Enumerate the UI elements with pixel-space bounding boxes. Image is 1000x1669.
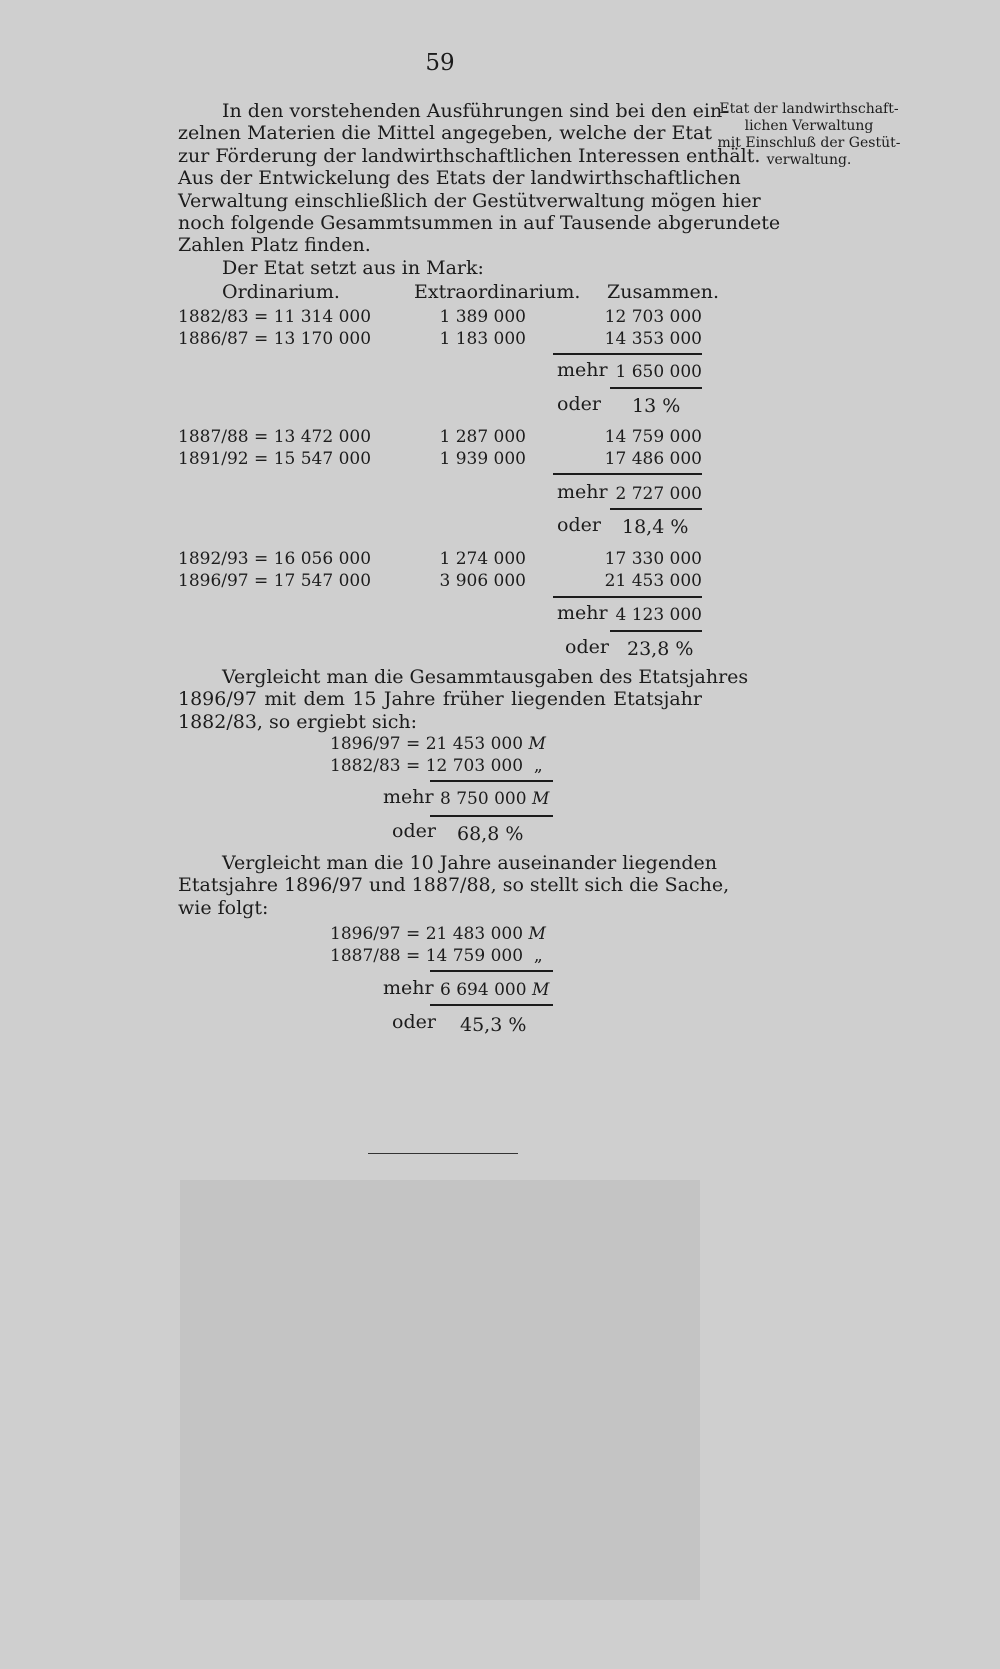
total-cell: 21 453 000 [604, 571, 702, 591]
mehr-label: mehr [383, 977, 434, 999]
oder-label: oder [557, 514, 601, 536]
margin-note-line: mit Einschluß der Gestüt- [717, 135, 901, 151]
comparison1-line: Vergleicht man die Gesammtausgaben des Etatsjahres [222, 666, 749, 688]
comparison2-line: wie folgt: [178, 896, 269, 919]
ordinarium-cell: 13 472 000 [273, 427, 372, 447]
oder-label: oder [392, 1011, 436, 1033]
year-cell: 1896/97 [330, 734, 401, 754]
comparison1-line: 1896/97 mit dem 15 Jahre früher liegenden Etatsjahr [178, 688, 702, 711]
sum-rule [553, 596, 702, 598]
margin-note-line: Etat der landwirthschaft- [719, 101, 899, 117]
header-extraordinarium: Extraordinarium. [414, 281, 581, 303]
oder-label: oder [565, 636, 609, 658]
oder-value: 45,3 % [460, 1014, 527, 1036]
comparison1-mehr [440, 789, 549, 809]
sum-rule [430, 970, 553, 972]
table-row: 1882/83 = 11 314 000 1 389 000 12 703 000 [178, 307, 702, 327]
value-cell: 14 759 000 [425, 946, 524, 966]
extra-cell: 3 906 000 [439, 571, 526, 591]
year-cell: 1887/88 [178, 427, 249, 447]
oder-value: 13 % [632, 395, 681, 417]
unit-cell: M [528, 924, 546, 944]
sum-rule [553, 473, 702, 475]
sum-rule [610, 630, 702, 632]
total-cell: 17 486 000 [604, 449, 702, 469]
bleed-through [180, 1180, 700, 1600]
table-row: 1892/93 = 16 056 000 1 274 000 17 330 000 [178, 549, 702, 569]
header-zusammen: Zusammen. [607, 281, 720, 303]
comparison1-line: 1882/83, so ergiebt sich: [178, 710, 417, 733]
comparison1-paragraph [178, 666, 749, 733]
etat-line: Der Etat setzt aus in Mark: [222, 256, 484, 279]
sum-rule [553, 353, 702, 355]
oder-label: oder [392, 820, 436, 842]
mehr-value: 8 750 000 [440, 789, 527, 809]
year-cell: 1896/97 [330, 924, 401, 944]
extra-cell: 1 389 000 [439, 307, 526, 327]
closing-rule [368, 1153, 518, 1154]
mehr-label: mehr [557, 481, 608, 503]
sum-rule [430, 815, 553, 817]
year-cell: 1891/92 [178, 449, 249, 469]
sum-rule [430, 1004, 553, 1006]
ordinarium-cell: 13 170 000 [273, 329, 372, 349]
unit-cell: M [531, 980, 550, 1000]
ordinarium-cell: 16 056 000 [273, 549, 372, 569]
total-cell: 14 353 000 [604, 329, 702, 349]
extra-cell: 1 274 000 [439, 549, 526, 569]
margin-note-line: verwaltung. [766, 152, 852, 168]
total-cell: 12 703 000 [604, 307, 702, 327]
comparison2-line: Etatsjahre 1896/97 und 1887/88, so stellt sich die Sache, [178, 874, 730, 897]
oder-label: oder [557, 393, 601, 415]
unit-cell: M [528, 734, 546, 754]
unit-cell: M [531, 789, 550, 809]
ordinarium-cell: 15 547 000 [273, 449, 372, 469]
table-row: 1891/92 = 15 547 000 1 939 000 17 486 000 [178, 449, 702, 469]
table-row: 1886/87 = 13 170 000 1 183 000 14 353 000 [178, 329, 702, 349]
table-row: 1896/97 = 17 547 000 3 906 000 21 453 000 [178, 571, 702, 591]
oder-value: 23,8 % [627, 638, 694, 660]
unit-cell: „ [533, 756, 543, 776]
comparison2-row: 1896/97 = 21 483 000 M [330, 924, 546, 944]
comparison2-line: Vergleicht man die 10 Jahre auseinander liegenden [222, 852, 717, 874]
comparison2-paragraph [178, 852, 730, 919]
year-cell: 1892/93 [178, 549, 249, 569]
extra-cell: 1 287 000 [439, 427, 526, 447]
comparison2-mehr [440, 980, 549, 1000]
total-cell: 17 330 000 [604, 549, 702, 569]
header-ordinarium: Ordinarium. [222, 281, 340, 303]
mehr-label: mehr [557, 602, 608, 624]
intro-line: In den vorstehenden Ausführungen sind bei den ein- [222, 100, 729, 122]
mehr-value: 6 694 000 [440, 980, 527, 1000]
sum-rule [610, 508, 702, 510]
intro-line: noch folgende Gesammtsummen in auf Tausende abgerundete [178, 212, 781, 235]
margin-note-line: lichen Verwaltung [744, 118, 874, 134]
extra-cell: 1 939 000 [439, 449, 526, 469]
value-cell: 21 483 000 [425, 924, 524, 944]
year-cell: 1886/87 [178, 329, 249, 349]
mehr-label: mehr [557, 359, 608, 381]
oder-value: 18,4 % [622, 516, 689, 538]
intro-line: Verwaltung einschließlich der Gestütverwaltung mögen hier [178, 189, 761, 212]
year-cell: 1896/97 [178, 571, 249, 591]
oder-value: 68,8 % [457, 823, 524, 845]
ordinarium-cell: 17 547 000 [273, 571, 372, 591]
year-cell: 1882/83 [178, 307, 249, 327]
mehr-value: 2 727 000 [615, 484, 702, 504]
intro-line: zelnen Materien die Mittel angegeben, welche der Etat [178, 122, 712, 145]
comparison1-row: 1896/97 = 21 453 000 M [330, 734, 546, 754]
extra-cell: 1 183 000 [439, 329, 526, 349]
intro-line: Zahlen Platz finden. [178, 234, 371, 257]
ordinarium-cell: 11 314 000 [273, 307, 372, 327]
total-cell: 14 759 000 [604, 427, 702, 447]
value-cell: 12 703 000 [425, 756, 524, 776]
comparison2-row: 1887/88 = 14 759 000 „ [330, 946, 543, 966]
year-cell: 1887/88 [330, 946, 401, 966]
intro-line: Aus der Entwickelung des Etats der landwirthschaftlichen [178, 167, 741, 190]
intro-paragraph [178, 100, 781, 279]
page-number: 59 [425, 50, 455, 76]
mehr-value: 1 650 000 [615, 362, 702, 382]
mehr-value: 4 123 000 [615, 605, 702, 625]
year-cell: 1882/83 [330, 756, 401, 776]
unit-cell: „ [533, 946, 543, 966]
comparison1-row: 1882/83 = 12 703 000 „ [330, 756, 543, 776]
table-row: 1887/88 = 13 472 000 1 287 000 14 759 000 [178, 427, 702, 447]
intro-line: zur Förderung der landwirthschaftlichen Interessen enthält. [178, 144, 761, 167]
mehr-label: mehr [383, 786, 434, 808]
sum-rule [610, 387, 702, 389]
value-cell: 21 453 000 [425, 734, 524, 754]
sum-rule [430, 780, 553, 782]
